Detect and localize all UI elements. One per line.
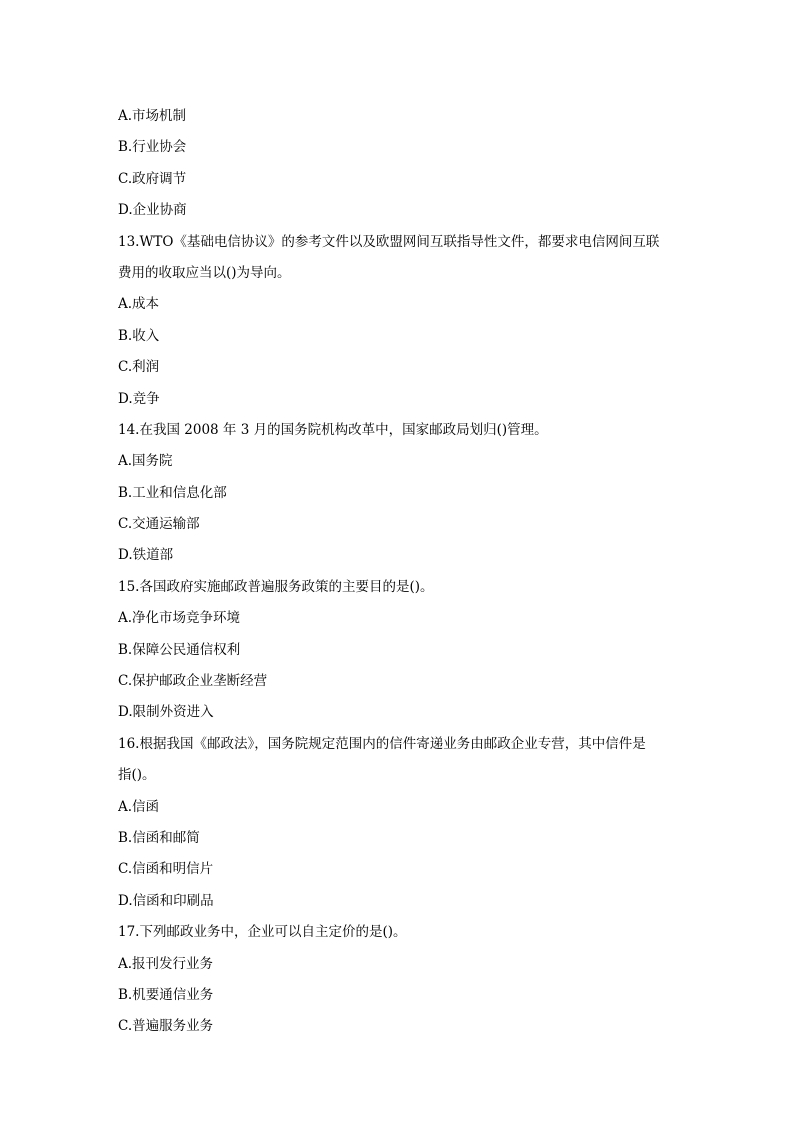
question-line: 指()。 xyxy=(118,767,156,784)
option-line: B.工业和信息化部 xyxy=(118,484,227,501)
question-line: 14.在我国 2008 年 3 月的国务院机构改革中，国家邮政局划归()管理。 xyxy=(118,421,548,438)
question-line: 费用的收取应当以()为导向。 xyxy=(118,264,291,281)
option-line: D.铁道部 xyxy=(118,547,174,564)
option-line: B.保障公民通信权利 xyxy=(118,641,241,658)
option-line: D.企业协商 xyxy=(118,202,187,219)
option-line: B.机要通信业务 xyxy=(118,986,214,1003)
option-line: C.保护邮政企业垄断经营 xyxy=(118,673,268,690)
document-body xyxy=(118,101,678,1043)
option-line: B.行业协会 xyxy=(118,139,187,156)
question-line: 15.各国政府实施邮政普遍服务政策的主要目的是()。 xyxy=(118,578,434,595)
option-line: C.普遍服务业务 xyxy=(118,1018,214,1035)
option-line: C.利润 xyxy=(118,359,160,376)
option-line: D.限制外资进入 xyxy=(118,704,214,721)
option-line: C.信函和明信片 xyxy=(118,861,214,878)
option-line: C.政府调节 xyxy=(118,170,187,187)
question-line: 13.WTO《基础电信协议》的参考文件以及欧盟网间互联指导性文件，都要求电信网间互联 xyxy=(118,233,660,250)
option-line: A.国务院 xyxy=(118,453,173,470)
option-line: C.交通运输部 xyxy=(118,516,200,533)
option-line: D.竞争 xyxy=(118,390,160,407)
question-line: 17.下列邮政业务中，企业可以自主定价的是()。 xyxy=(118,924,407,941)
option-line: B.信函和邮简 xyxy=(118,829,200,846)
option-line: B.收入 xyxy=(118,327,160,344)
option-line: A.信函 xyxy=(118,798,160,815)
option-line: A.净化市场竞争环境 xyxy=(118,610,241,627)
option-line: A.成本 xyxy=(118,296,160,313)
option-line: D.信函和印刷品 xyxy=(118,892,214,909)
option-line: A.市场机制 xyxy=(118,108,187,124)
option-line: A.报刊发行业务 xyxy=(118,955,214,972)
question-line: 16.根据我国《邮政法》，国务院规定范围内的信件寄递业务由邮政企业专营，其中信件是 xyxy=(118,735,646,752)
